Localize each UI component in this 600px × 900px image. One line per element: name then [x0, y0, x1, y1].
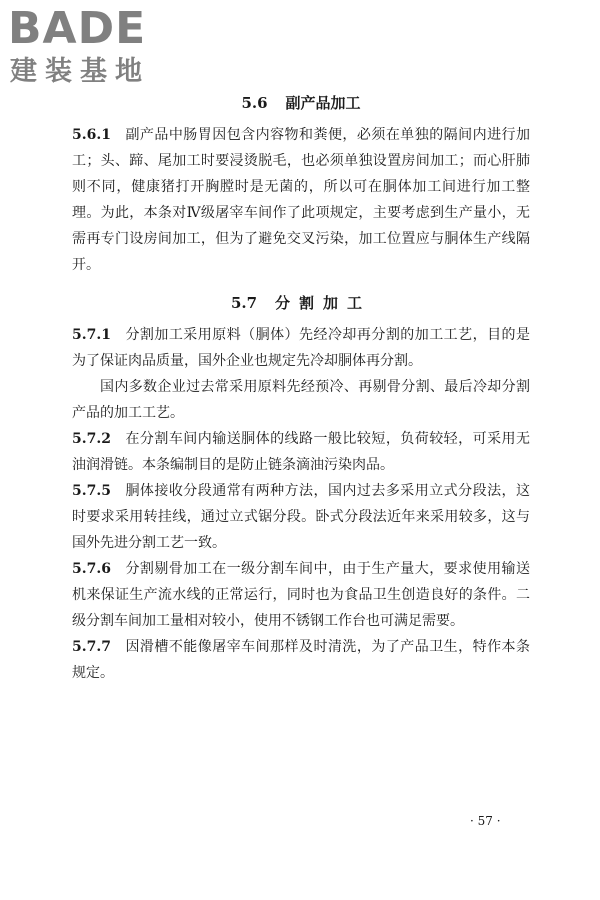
- logo-text: BADE: [8, 3, 147, 54]
- section-title: 分割加工: [275, 294, 372, 312]
- clause-text: 胴体接收分段通常有两种方法，国内过去多采用立式分段法，这时要求采用转挂线，通过立式锯分段。卧式分段法近年来采用较多，这与国外先进分割工艺一致。: [72, 483, 530, 551]
- clause-text: 在分割车间内输送胴体的线路一般比较短，负荷较轻，可采用无油润滑链。本条编制目的是防止链条滴油污染肉品。: [72, 431, 530, 473]
- clause-5-7-5: [72, 478, 530, 556]
- section-number: 5.6: [241, 94, 268, 112]
- clause-5-7-6: [72, 556, 530, 634]
- section-heading-5-7: [72, 292, 530, 314]
- clause-5-6-1: [72, 122, 530, 278]
- clause-text: 分割加工采用原料（胴体）先经冷却再分割的加工工艺，目的是为了保证肉品质量，国外企业也规定先冷却胴体再分割。: [72, 327, 530, 369]
- clause-5-7-2: [72, 426, 530, 478]
- document-body: [72, 92, 530, 686]
- clause-number: 5.7.6: [72, 561, 111, 577]
- section-title: 副产品加工: [285, 94, 361, 112]
- clause-number: 5.7.5: [72, 483, 111, 499]
- clause-text: 副产品中肠胃因包含内容物和粪便，必须在单独的隔间内进行加工；头、蹄、尾加工时要浸烫脱毛，也必须单独设置房间加工；而心肝肺则不同，健康猪打开胸膛时是无菌的，所以可在胴体加工间进行加工整理。为此，本条对Ⅳ级屠宰车间作了此项规定，主要考虑到生产量小，无需再专门设房间加工，但为了避免交叉污染，加工位置应与胴体生产线隔开。: [72, 127, 530, 273]
- clause-5-7-1: [72, 322, 530, 374]
- clause-text: 因滑槽不能像屠宰车间那样及时清洗，为了产品卫生，特作本条规定。: [72, 639, 530, 681]
- clause-text: 分割剔骨加工在一级分割车间中，由于生产量大，要求使用输送机来保证生产流水线的正常运行，同时也为食品卫生创造良好的条件。二级分割车间加工量相对较小，使用不锈钢工作台也可满足需要。: [72, 561, 530, 629]
- clause-number: 5.7.1: [72, 327, 111, 343]
- clause-number: 5.7.2: [72, 431, 111, 447]
- watermark-logo: [8, 3, 178, 92]
- clause-5-7-7: [72, 634, 530, 686]
- logo-subtitle: 建装基地: [10, 56, 150, 87]
- clause-number: 5.7.7: [72, 639, 111, 655]
- page-number: · 57 ·: [470, 814, 501, 828]
- section-heading-5-6: [72, 92, 530, 114]
- clause-number: 5.6.1: [72, 127, 111, 143]
- section-number: 5.7: [230, 294, 258, 312]
- clause-5-7-1-continued: 国内多数企业过去常采用原料先经预冷、再剔骨分割、最后冷却分割产品的加工工艺。: [72, 379, 530, 421]
